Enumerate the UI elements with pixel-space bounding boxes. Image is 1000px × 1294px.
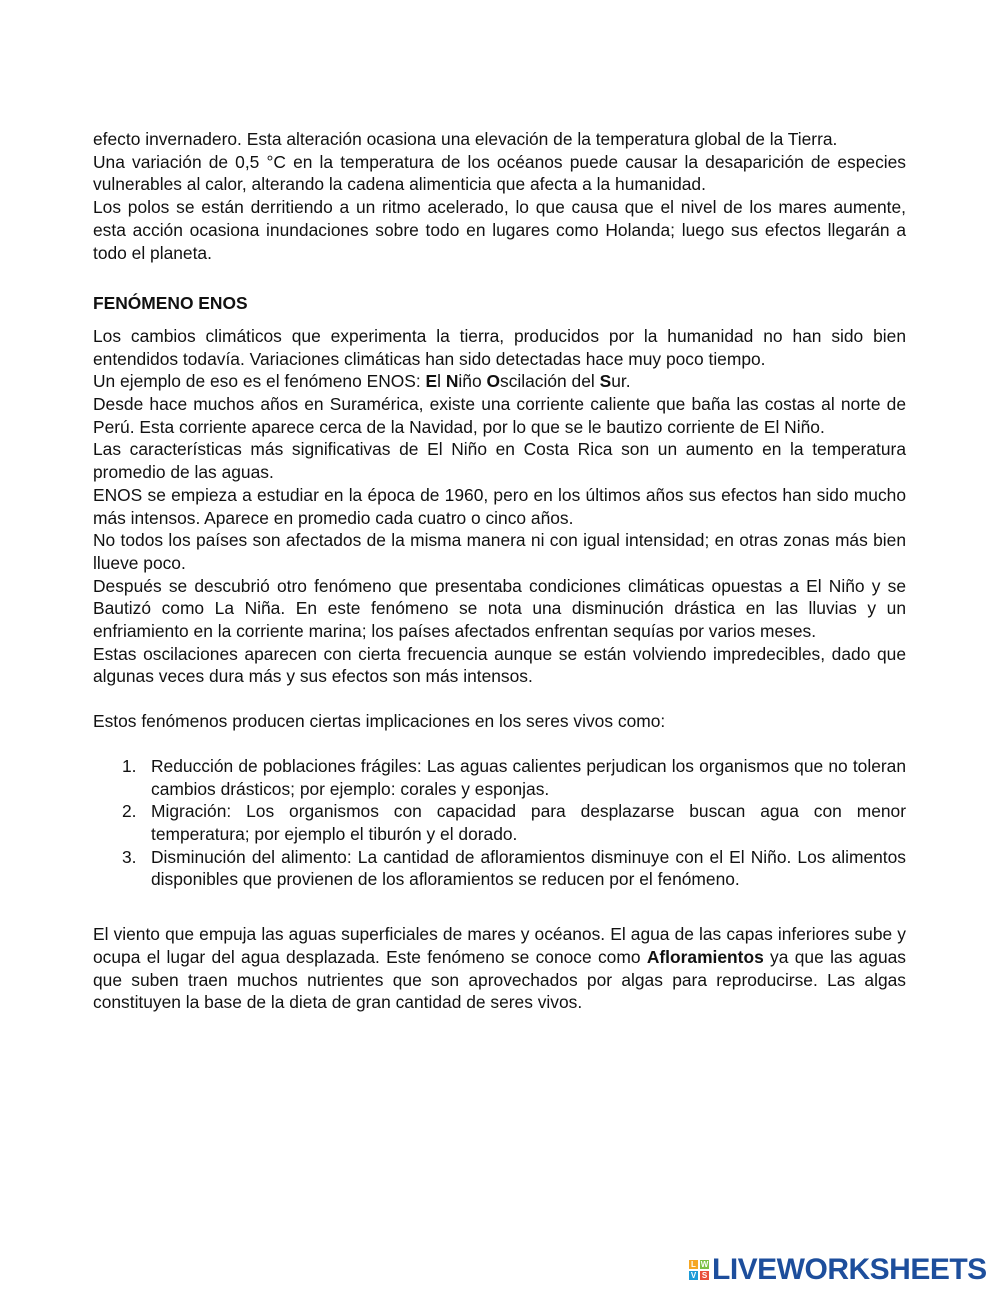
enos-example-prefix: Un ejemplo de eso es el fenómeno ENOS: [93, 371, 426, 392]
liveworksheets-icon [689, 1260, 709, 1280]
enos-paragraph-5: ENOS se empieza a estudiar en la época de 1960, pero en los últimos años sus efectos han sido mucho más intensos. Aparece en promedio cada cuatro o cinco años. [93, 484, 906, 528]
list-item [93, 755, 906, 800]
logo-tile: S [701, 1271, 708, 1280]
worksheet-page [93, 128, 906, 1014]
liveworksheets-logo [689, 1254, 987, 1286]
list-number: 2. [122, 801, 137, 822]
list-item [93, 800, 906, 845]
list-item [93, 846, 906, 891]
enos-paragraph-2 [93, 370, 906, 393]
enos-paragraph-7: Después se descubrió otro fenómeno que presentaba condiciones climáticas opuestas a El Niño y se Bautizó como La Niña. En este fenómeno se nota una disminución drástica en las lluvias y un enfriamiento en la corriente marina; los países afectados enfrentan sequías por varios meses. [93, 575, 906, 642]
acronym-letter-n: N [445, 371, 459, 392]
logo-tile: L [689, 1260, 698, 1269]
logo-tile: W [700, 1260, 709, 1269]
acronym-letter-o: O [486, 371, 500, 392]
list-intro: Estos fenómenos producen ciertas implicaciones en los seres vivos como: [93, 711, 666, 732]
enos-paragraph-3: Desde hace muchos años en Suramérica, existe una corriente caliente que baña las costas al norte de Perú. Esta corriente aparece cerca de la Navidad, por lo que se le bautizo corriente de El Niño. [93, 394, 906, 437]
final-text-before: El viento que empuja las aguas superficiales de mares y océanos. El agua de las capas inferiores sube y ocupa el lugar del agua desplazada. Este fenómeno se conoce como [93, 924, 906, 967]
acronym-rest-o: scilación del [500, 371, 600, 392]
acronym-letter-e: E [425, 371, 438, 392]
intro-paragraph-2: Una variación de 0,5 °C en la temperatura de los océanos puede causar la desaparición de especies vulnerables al calor, alterando la cadena alimenticia que afecta a la humanidad. [93, 151, 906, 195]
final-text-after: ya que las aguas que suben traen muchos nutrientes que son aprovechados por algas para reproducirse. Las algas constituyen la base de la dieta de gran cantidad de seres vivos. [93, 946, 906, 1013]
intro-paragraph-3: Los polos se están derritiendo a un ritmo acelerado, lo que causa que el nivel de los mares aumente, esta acción ocasiona inundaciones sobre todo en lugares como Holanda; luego sus efectos llegarán a todo el planeta. [93, 197, 906, 263]
list-number: 1. [122, 755, 137, 776]
section-heading: FENÓMENO ENOS [93, 293, 248, 314]
enos-paragraph-4: Las características más significativas de El Niño en Costa Rica son un aumento en la temperatura promedio de las aguas. [93, 439, 906, 483]
list-number: 3. [122, 846, 137, 867]
enos-paragraph-6: No todos los países son afectados de la misma manera ni con igual intensidad; en otras zonas más bien llueve poco. [93, 530, 906, 573]
acronym-letter-s: S [599, 371, 612, 392]
afloramientos-term: Afloramientos [646, 946, 764, 967]
acronym-rest-s: ur. [611, 371, 631, 392]
logo-tile: V [690, 1271, 697, 1280]
brand-name: LIVEWORKSHEETS [712, 1253, 987, 1286]
list-text: Disminución del alimento: La cantidad de afloramientos disminuye con el El Niño. Los alimentos disponibles que provienen de los afloramientos se reducen por el fenómeno. [151, 846, 906, 890]
list-text: Migración: Los organismos con capacidad para desplazarse buscan agua con menor temperatura; por ejemplo el tiburón y el dorado. [151, 801, 906, 844]
enos-paragraph-1: Los cambios climáticos que experimenta la tierra, producidos por la humanidad no han sido bien entendidos todavía. Variaciones climáticas han sido detectadas hace muy poco tiempo. [93, 325, 906, 369]
list-text: Reducción de poblaciones frágiles: Las aguas calientes perjudican los organismos que no toleran cambios drásticos; por ejemplo: corales y esponjas. [151, 755, 906, 799]
final-paragraph [93, 923, 906, 1014]
implications-list [93, 755, 906, 891]
intro-paragraph-1: efecto invernadero. Esta alteración ocasiona una elevación de la temperatura global de la Tierra. [93, 129, 838, 149]
acronym-rest-e: l [437, 371, 446, 392]
acronym-rest-n: iño [458, 371, 487, 392]
enos-paragraph-8: Estas oscilaciones aparecen con cierta frecuencia aunque se están volviendo impredecibles, dado que algunas veces dura más y sus efectos son más intensos. [93, 643, 906, 687]
